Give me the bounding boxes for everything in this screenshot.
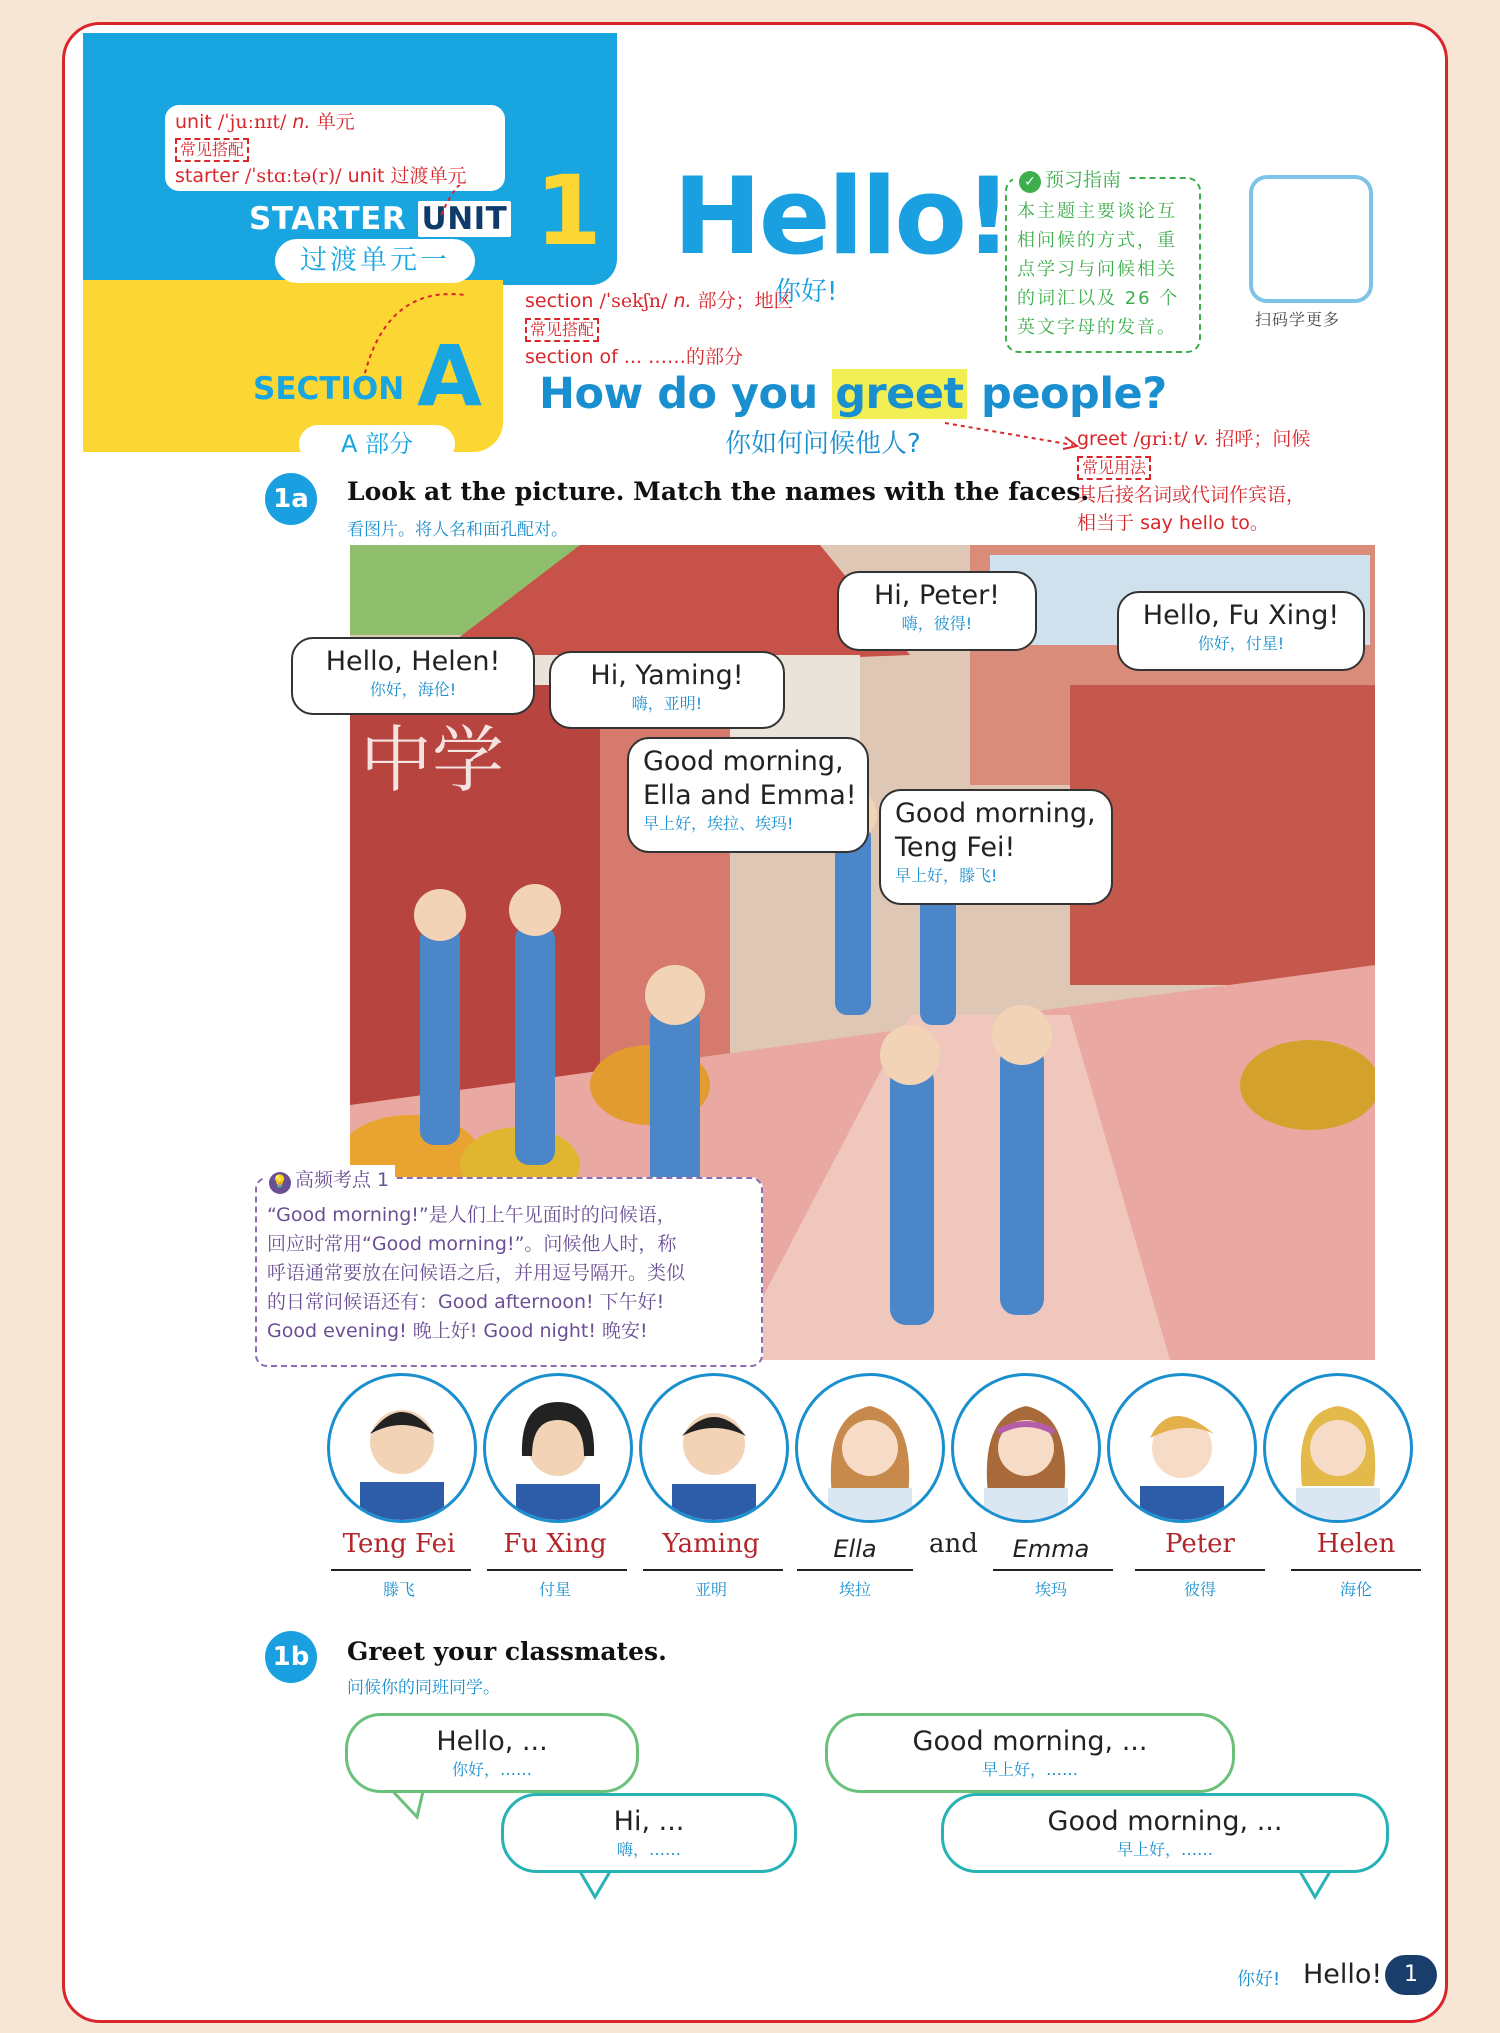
key-point-line: Good evening! 晚上好! Good night! 晚安! [267, 1320, 648, 1342]
greet-vocab-note [1077, 425, 1310, 537]
vocab-phonetic: /ˈstɑːtə(r)/ [244, 165, 342, 187]
bubble-text-cn: 你好，海伦! [369, 680, 457, 699]
section-letter: A [417, 327, 483, 425]
usage-line: 其后接名词或代词作宾语， [1077, 484, 1306, 506]
answer-line [331, 1569, 471, 1571]
name-label-cn: 彼得 [1183, 1580, 1216, 1599]
usage-line: 相当于 [1077, 512, 1135, 534]
usage-phrase: say hello to [1140, 512, 1250, 534]
activity-1a-badge: 1a [265, 473, 317, 525]
unit-word: UNIT [418, 201, 512, 237]
name-label-cn: 付星 [538, 1580, 571, 1599]
name-label: Emma [1012, 1535, 1090, 1563]
bubble-text-cn: 嗨，亚明! [631, 694, 703, 713]
name-label: Fu Xing [503, 1529, 607, 1559]
vocab-phrase: section of ... [525, 346, 642, 368]
bubble-text-cn: 早上好，埃拉、埃玛! [643, 814, 794, 833]
vocab-phrase: starter [175, 165, 239, 187]
preview-guide-box [1005, 177, 1201, 353]
greeting-bubble [345, 1713, 639, 1793]
bubble-text: Good morning, [895, 798, 1096, 829]
preview-line: 点学习与问候相关 [1017, 259, 1177, 280]
speech-bubble [837, 571, 1037, 651]
vocab-phonetic: /ˈjuːnɪt/ [217, 111, 287, 133]
starter-word: STARTER [249, 201, 407, 237]
name-label: Teng Fei [342, 1529, 456, 1559]
question-part: people? [981, 369, 1167, 419]
preview-line: 相问候的方式，重 [1017, 230, 1177, 251]
usage-tag: 常见用法 [1077, 456, 1151, 480]
footer-title-cn: 你好! [1237, 1969, 1281, 1990]
key-point-tag-label: 高频考点 1 [295, 1169, 390, 1191]
bubble-text-cn: 嗨，…… [616, 1840, 681, 1859]
preview-line: 英文字母的发音。 [1017, 317, 1177, 338]
vocab-phonetic: /ˈsekʃn/ [599, 290, 668, 312]
greet-arrow [945, 417, 1085, 457]
usage-punct: 。 [1249, 512, 1269, 534]
bubble-text-cn: 嗨，彼得! [901, 614, 973, 633]
bubble-text: Hi, Peter! [873, 580, 1001, 611]
greeting-bubble [825, 1713, 1235, 1793]
answer-line [993, 1569, 1113, 1571]
name-label-cn: 埃玛 [1034, 1580, 1067, 1599]
face-portrait[interactable] [1107, 1373, 1257, 1523]
bubble-text: Hello, Fu Xing! [1142, 600, 1340, 631]
answer-line [643, 1569, 783, 1571]
qr-code-frame[interactable] [1249, 175, 1373, 303]
vocab-meaning: 单元 [316, 111, 355, 133]
unit-number: 1 [535, 155, 602, 267]
section-question-cn: 你如何问候他人? [725, 429, 921, 459]
answer-line [1135, 1569, 1265, 1571]
bubble-text-cn: 早上好，滕飞! [895, 866, 998, 885]
vocab-pos: n. [292, 111, 311, 133]
answer-line [797, 1569, 913, 1571]
preview-tag-label: 预习指南 [1045, 169, 1122, 191]
face-portrait[interactable] [483, 1373, 633, 1523]
preview-line: 本主题主要谈论互 [1017, 201, 1177, 222]
question-part: How do you [539, 369, 818, 419]
footer-title: Hello! [1303, 1959, 1383, 1990]
bubble-text: Good morning, ... [912, 1726, 1148, 1757]
vocab-word: greet [1077, 428, 1128, 450]
answer-line [1291, 1569, 1421, 1571]
bubble-text: Hi, Yaming! [590, 660, 744, 691]
qr-code-label: 扫码学更多 [1255, 310, 1341, 329]
speech-bubble [879, 789, 1113, 905]
page-number: 1 [1385, 1955, 1437, 1995]
face-portrait[interactable] [951, 1373, 1101, 1523]
activity-1a-subtitle: 看图片。将人名和面孔配对。 [347, 520, 568, 540]
bubble-text-cn: 早上好，…… [981, 1760, 1078, 1779]
vocab-pos: v. [1193, 428, 1210, 450]
bubble-text: Good morning, ... [1047, 1806, 1283, 1837]
unit-vocab-note [165, 105, 505, 191]
bubble-text: Good morning, [643, 746, 844, 777]
face-portrait[interactable] [327, 1373, 477, 1523]
activity-1b-title: Greet your classmates. [347, 1637, 667, 1666]
vocab-phrase-cn: ……的部分 [648, 346, 744, 368]
bubble-text: Hello, Helen! [325, 646, 501, 677]
names-and: and [929, 1529, 978, 1559]
key-point-line: 的日常问候语还有：Good afternoon! 下午好! [267, 1291, 665, 1313]
speech-bubble [549, 651, 785, 729]
key-point-line: “Good morning!”是人们上午见面时的问候语， [267, 1204, 676, 1226]
greeting-bubble [941, 1793, 1389, 1873]
key-point-line: 回应时常用“Good morning!”。问候他人时，称 [267, 1233, 677, 1255]
key-point-tag [263, 1165, 395, 1194]
speech-bubble [291, 637, 535, 715]
name-label-cn: 海伦 [1339, 1580, 1372, 1599]
name-label: Helen [1316, 1529, 1396, 1559]
bubble-text-cn: 早上好，…… [1116, 1840, 1213, 1859]
vocab-pos: n. [673, 290, 692, 312]
unit-cn-label: 过渡单元一 [275, 239, 475, 283]
lightbulb-icon: 💡 [269, 1172, 291, 1194]
activity-1b-badge: 1b [265, 1631, 317, 1683]
face-portrait[interactable] [639, 1373, 789, 1523]
name-label: Peter [1165, 1529, 1235, 1559]
vocab-word: section [525, 290, 594, 312]
vocab-phonetic: /ɡriːt/ [1133, 428, 1188, 450]
section-vocab-note [525, 287, 793, 371]
key-point-box [255, 1177, 763, 1367]
vocab-meaning: 部分；地区 [697, 290, 793, 312]
activity-1b-subtitle: 问候你的同班同学。 [347, 1678, 500, 1698]
page-title: Hello! [673, 155, 1010, 278]
collocation-tag: 常见搭配 [525, 318, 599, 342]
question-highlight: greet [832, 369, 966, 419]
vocab-meaning: 过渡单元 [390, 165, 467, 187]
section-cn-label: A 部分 [299, 425, 455, 463]
face-portrait[interactable] [1263, 1373, 1413, 1523]
collocation-tag: 常见搭配 [175, 138, 249, 162]
bubble-text: Ella and Emma! [643, 780, 857, 811]
preview-line: 的词汇以及 26 个 [1017, 288, 1180, 309]
name-label-cn: 滕飞 [382, 1580, 415, 1599]
bubble-text: Hello, ... [436, 1726, 548, 1757]
preview-guide-tag [1013, 165, 1127, 193]
vocab-meaning: 招呼；问候 [1215, 428, 1311, 450]
vocab-word: unit [175, 111, 212, 133]
name-label-cn: 亚明 [694, 1580, 727, 1599]
answer-line [487, 1569, 627, 1571]
name-label-cn: 埃拉 [838, 1580, 871, 1599]
bubble-text-cn: 你好，付星! [1197, 634, 1285, 653]
section-question [539, 369, 1167, 419]
name-label: Ella [833, 1535, 877, 1563]
check-icon: ✓ [1019, 171, 1041, 193]
bubble-text: Teng Fei! [895, 832, 1016, 863]
school-sign-text: 中学 [360, 718, 505, 802]
textbook-page [62, 22, 1448, 2023]
bubble-text-cn: 你好，…… [451, 1760, 532, 1779]
activity-1a-title: Look at the picture. Match the names with the faces. [347, 477, 1090, 506]
greeting-bubble [501, 1793, 797, 1873]
vocab-phrase-tail: unit [347, 165, 385, 187]
speech-bubble [1117, 591, 1365, 671]
speech-bubble [627, 737, 869, 853]
page-title-cn: 你好! [775, 277, 838, 307]
name-label: Yaming [662, 1529, 760, 1559]
section-label: SECTION [253, 371, 405, 407]
key-point-line: 呼语通常要放在问候语之后，并用逗号隔开。类似 [267, 1262, 686, 1284]
face-portrait[interactable] [795, 1373, 945, 1523]
bubble-text: Hi, ... [613, 1806, 685, 1837]
